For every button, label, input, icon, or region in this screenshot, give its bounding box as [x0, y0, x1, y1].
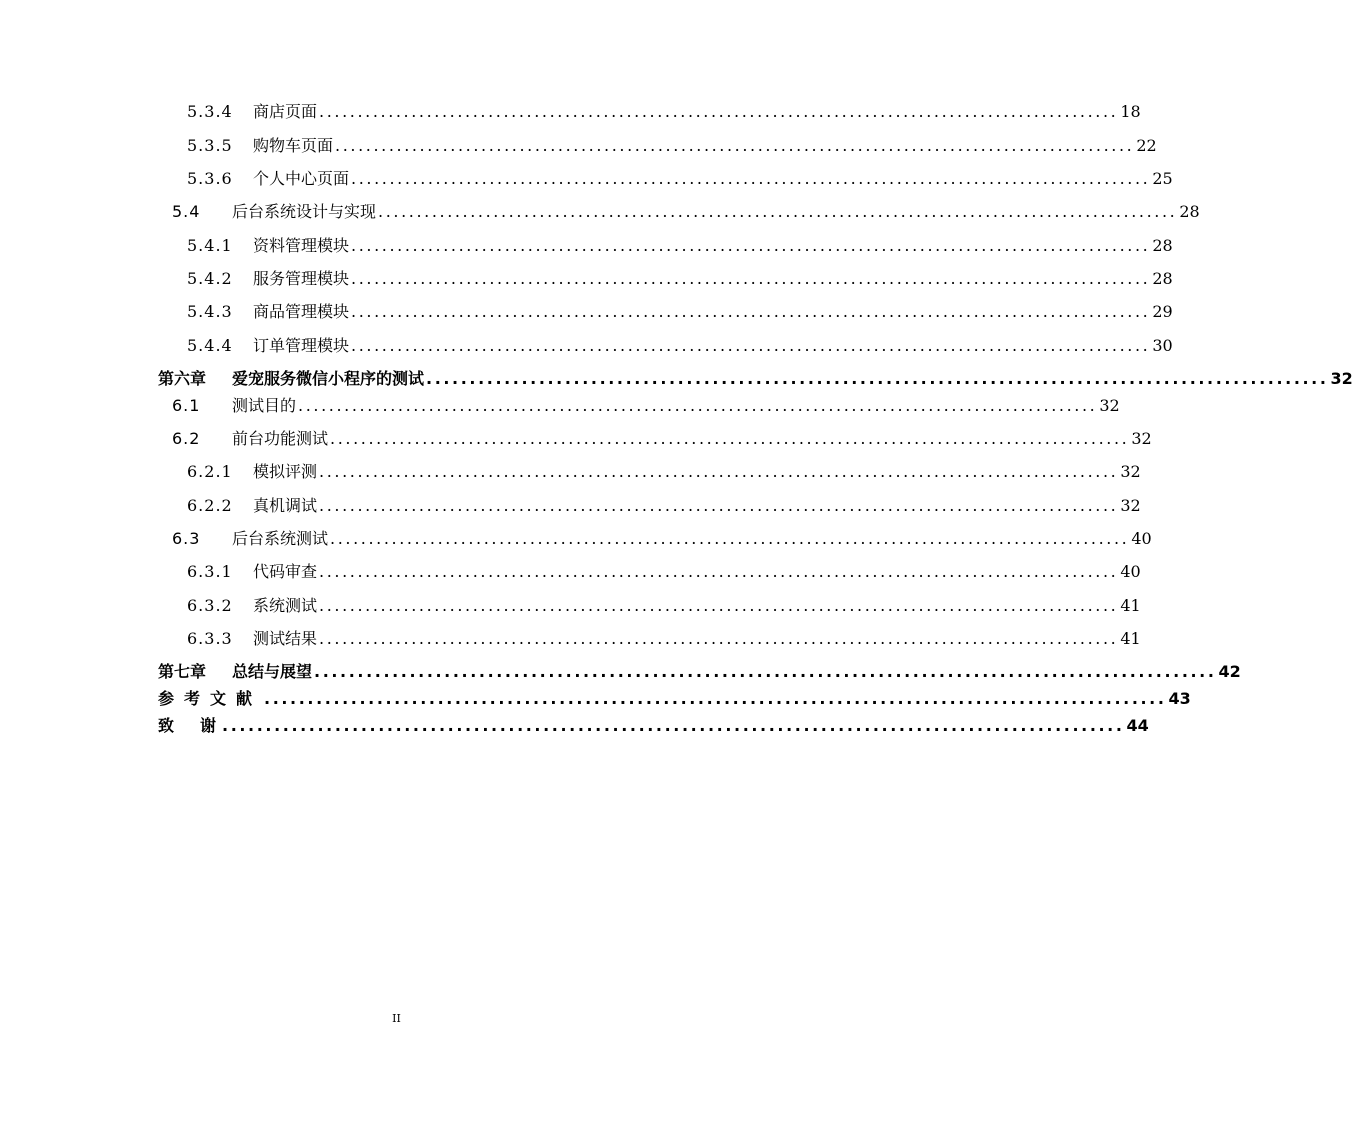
- toc-page-number: 28: [1152, 269, 1173, 288]
- toc-number: 第六章: [158, 369, 207, 388]
- toc-entry-6-2-2[interactable]: [187, 492, 1141, 516]
- toc-page-number: 18: [1120, 102, 1141, 121]
- toc-title: 代码审查: [253, 562, 318, 581]
- toc-page-number: 32: [1120, 462, 1141, 481]
- toc-title: 服务管理模块: [253, 269, 350, 288]
- toc-page-number: 32: [1120, 496, 1141, 515]
- dot-leader: ........................................................................................................: [330, 529, 1130, 548]
- toc-page-number: 41: [1120, 629, 1141, 648]
- toc-number: 5.4.3: [187, 302, 233, 321]
- toc-page-number: 40: [1120, 562, 1141, 581]
- toc-page-number: 42: [1218, 662, 1241, 681]
- dot-leader: ........................................................................................................: [319, 596, 1119, 615]
- toc-page-number: 40: [1131, 529, 1152, 548]
- toc-number: 6.2.1: [187, 462, 233, 481]
- toc-entry-5-4-2[interactable]: [187, 265, 1173, 289]
- toc-title: 后台系统设计与实现: [232, 202, 377, 221]
- dot-leader: ........................................................................................................: [335, 136, 1135, 155]
- dot-leader: ........................................................................................................: [319, 496, 1119, 515]
- dot-leader: ........................................................................................................: [351, 269, 1151, 288]
- dot-leader: ........................................................................................................: [330, 429, 1130, 448]
- toc-title: 后台系统测试: [232, 529, 329, 548]
- toc-title: 个人中心页面: [253, 169, 350, 188]
- page-number-footer: II: [392, 1012, 401, 1025]
- toc-page-number: 32: [1099, 396, 1120, 415]
- toc-page-number: 32: [1330, 369, 1353, 388]
- dot-leader: ........................................................................................................: [319, 102, 1119, 121]
- toc-page-number: 44: [1126, 716, 1149, 735]
- toc-number: 6.3.3: [187, 629, 233, 648]
- toc-number: 5.3.4: [187, 102, 233, 121]
- dot-leader: ........................................................................................................: [351, 302, 1151, 321]
- dot-leader: ........................................................................................................: [222, 716, 1125, 735]
- toc-number: 6.3.1: [187, 562, 233, 581]
- toc-page-number: 28: [1179, 202, 1200, 221]
- toc-page-number: 30: [1152, 336, 1173, 355]
- toc-page-number: 28: [1152, 236, 1173, 255]
- toc-title: 测试目的: [232, 396, 297, 415]
- toc-entry-6-1[interactable]: [172, 392, 1120, 416]
- toc-entry-5-4[interactable]: [172, 198, 1200, 222]
- dot-leader: ........................................................................................................: [319, 629, 1119, 648]
- toc-number: 5.3.5: [187, 136, 233, 155]
- toc-number: 6.3.2: [187, 596, 233, 615]
- toc-page-number: 22: [1136, 136, 1157, 155]
- dot-leader: ........................................................................................................: [378, 202, 1178, 221]
- toc-number: 6.2: [172, 429, 201, 448]
- toc-title: 爱宠服务微信小程序的测试: [232, 369, 425, 388]
- toc-entry-chapter-7[interactable]: [158, 658, 1241, 682]
- dot-leader: ........................................................................................................: [314, 662, 1217, 681]
- toc-entry-references[interactable]: [158, 685, 1191, 709]
- toc-entry-6-2[interactable]: [172, 425, 1152, 449]
- toc-page-number: 29: [1152, 302, 1173, 321]
- dot-leader: ........................................................................................................: [351, 169, 1151, 188]
- toc-entry-6-3-1[interactable]: [187, 558, 1141, 582]
- toc-entry-5-4-4[interactable]: [187, 332, 1173, 356]
- toc-entry-5-3-6[interactable]: [187, 165, 1173, 189]
- toc-title: 测试结果: [253, 629, 318, 648]
- toc-title: 总结与展望: [232, 662, 313, 681]
- toc-number: 6.1: [172, 396, 201, 415]
- toc-number: 5.3.6: [187, 169, 233, 188]
- toc-entry-5-4-1[interactable]: [187, 232, 1173, 256]
- toc-title: 资料管理模块: [253, 236, 350, 255]
- dot-leader: ........................................................................................................: [351, 336, 1151, 355]
- toc-entry-5-4-3[interactable]: [187, 298, 1173, 322]
- toc-title: 模拟评测: [253, 462, 318, 481]
- dot-leader: ........................................................................................................: [264, 689, 1167, 708]
- toc-entry-acknowledgements[interactable]: [158, 712, 1149, 736]
- toc-entry-6-3[interactable]: [172, 525, 1152, 549]
- toc-page-number: 25: [1152, 169, 1173, 188]
- toc-page-number: 43: [1168, 689, 1191, 708]
- toc-title: 商品管理模块: [253, 302, 350, 321]
- toc-title: 系统测试: [253, 596, 318, 615]
- toc-title: 致谢: [158, 716, 243, 735]
- toc-title: 订单管理模块: [253, 336, 350, 355]
- toc-entry-6-2-1[interactable]: [187, 458, 1141, 482]
- dot-leader: ........................................................................................................: [319, 562, 1119, 581]
- toc-number: 6.2.2: [187, 496, 233, 515]
- dot-leader: ........................................................................................................: [319, 462, 1119, 481]
- toc-page-number: 41: [1120, 596, 1141, 615]
- toc-page-number: 32: [1131, 429, 1152, 448]
- toc-entry-chapter-6[interactable]: [158, 365, 1353, 389]
- toc-number: 第七章: [158, 662, 207, 681]
- toc-title: 前台功能测试: [232, 429, 329, 448]
- toc-number: 5.4.4: [187, 336, 233, 355]
- toc-number: 5.4.2: [187, 269, 233, 288]
- dot-leader: ........................................................................................................: [298, 396, 1098, 415]
- dot-leader: ........................................................................................................: [351, 236, 1151, 255]
- toc-number: 5.4: [172, 202, 201, 221]
- toc-number: 5.4.1: [187, 236, 233, 255]
- toc-title: 商店页面: [253, 102, 318, 121]
- toc-entry-6-3-2[interactable]: [187, 592, 1141, 616]
- toc-title: 真机调试: [253, 496, 318, 515]
- toc-title: 购物车页面: [253, 136, 334, 155]
- dot-leader: ........................................................................................................: [426, 369, 1329, 388]
- toc-entry-6-3-3[interactable]: [187, 625, 1141, 649]
- toc-number: 6.3: [172, 529, 201, 548]
- toc-entry-5-3-4[interactable]: [187, 98, 1141, 122]
- toc-title: 参考文献: [158, 689, 263, 708]
- toc-entry-5-3-5[interactable]: [187, 132, 1157, 156]
